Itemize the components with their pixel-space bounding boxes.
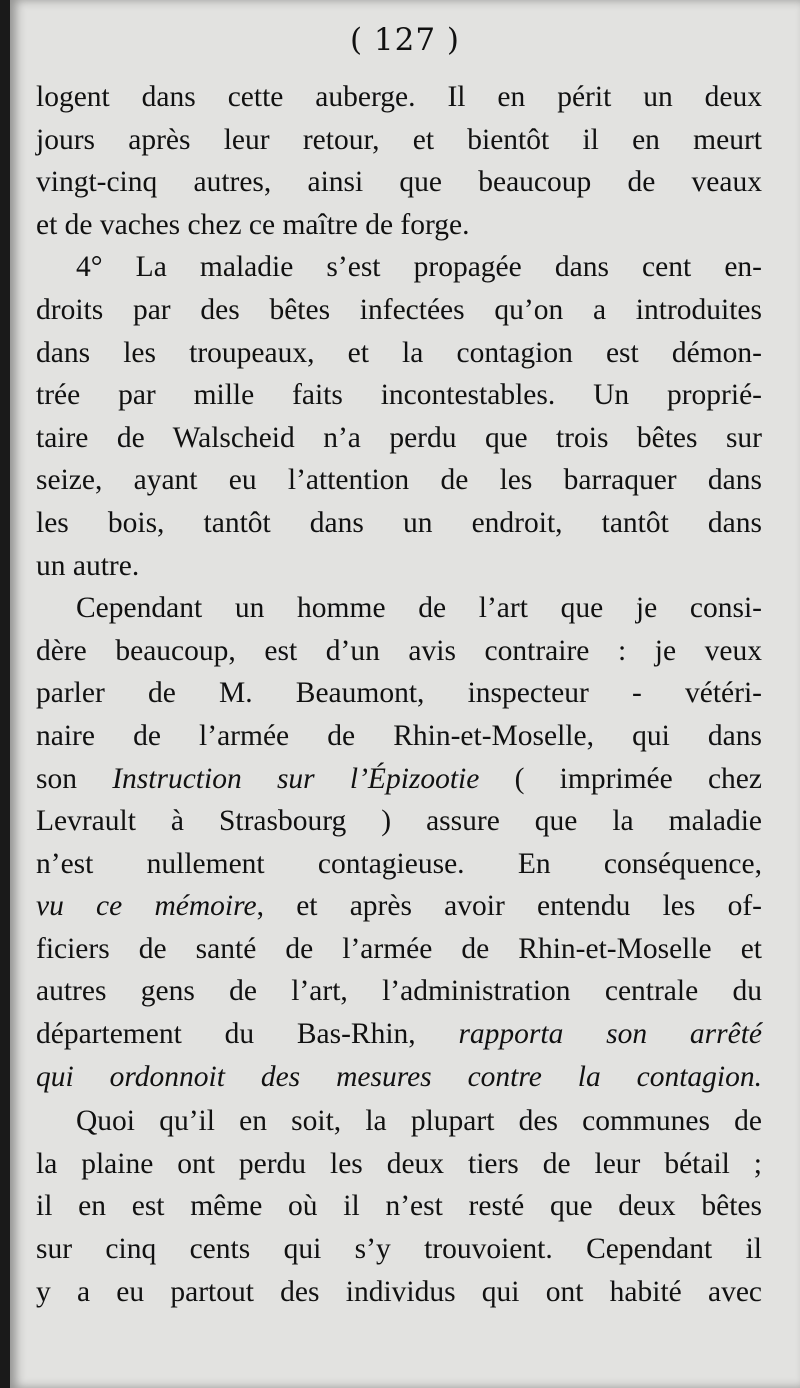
text-span: y a eu partout des individus qui ont habité avec (36, 1275, 762, 1308)
text-line (36, 800, 762, 843)
text-line (36, 545, 762, 588)
text-span: dans les troupeaux, et la contagion est démon- (36, 336, 762, 369)
text-line (36, 119, 762, 162)
text-span: sur cinq cents qui s’y trouvoient. Cependant il (36, 1233, 762, 1266)
text-span: Levrault à Strasbourg ) assure que la maladie (36, 805, 762, 838)
text-line (36, 1013, 762, 1056)
text-span: vingt-cinq autres, ainsi que beaucoup de veaux (36, 166, 762, 199)
text-line (36, 587, 762, 630)
italic-text: rapporta son arrêté (458, 1018, 762, 1051)
text-span: département du Bas-Rhin, (36, 1018, 459, 1051)
italic-text: Instruction sur l’Épizootie (112, 762, 480, 795)
text-line (36, 843, 762, 886)
text-span: ficiers de santé de l’armée de Rhin-et-Moselle et (36, 932, 762, 965)
text-line (36, 715, 762, 758)
text-line (36, 885, 762, 928)
text-line (36, 1100, 762, 1143)
text-span: ( imprimée chez (479, 762, 762, 795)
text-span: naire de l’armée de Rhin-et-Moselle, qui dans (36, 719, 762, 752)
text-span: il en est même où il n’est resté que deux bêtes (36, 1190, 762, 1223)
text-line (36, 246, 762, 289)
text-span: Cependant un homme de l’art que je consi- (76, 592, 762, 625)
text-span: n’est nullement contagieuse. En conséquence, (36, 847, 762, 880)
text-line (36, 76, 762, 119)
text-span: un autre. (36, 549, 140, 582)
text-span: parler de M. Beaumont, inspecteur - vétéri- (36, 677, 762, 710)
text-span: 4° La maladie s’est propagée dans cent en- (76, 251, 762, 284)
paragraph (36, 587, 762, 1098)
text-line (36, 417, 762, 460)
text-span: les bois, tantôt dans un endroit, tantôt dans (36, 506, 762, 539)
text-span: et de vaches chez ce maître de forge. (36, 208, 470, 241)
text-span: jours après leur retour, et bientôt il en meurt (36, 123, 762, 156)
text-line (36, 1185, 762, 1228)
text-line (36, 459, 762, 502)
text-line (36, 1143, 762, 1186)
body-text (36, 76, 762, 1313)
book-page (10, 0, 800, 1388)
paragraph (36, 246, 762, 587)
text-span: son (36, 762, 113, 795)
text-span: trée par mille faits incontestables. Un proprié- (36, 379, 762, 412)
paragraph (36, 1100, 762, 1313)
text-line (36, 672, 762, 715)
text-span: taire de Walscheid n’a perdu que trois bêtes sur (36, 421, 762, 454)
text-line (36, 928, 762, 971)
text-span: autres gens de l’art, l’administration centrale du (36, 975, 762, 1008)
text-line (36, 161, 762, 204)
text-span: droits par des bêtes infectées qu’on a introduites (36, 293, 762, 326)
text-span: logent dans cette auberge. Il en périt un deux (36, 81, 762, 113)
text-span: seize, ayant eu l’attention de les barraquer dans (36, 464, 762, 497)
paragraph (36, 76, 762, 246)
text-line (36, 970, 762, 1013)
text-line (36, 502, 762, 545)
text-span: dère beaucoup, est d’un avis contraire : je veux (36, 634, 762, 667)
text-span: , et après avoir entendu les of- (256, 890, 762, 923)
text-line (36, 758, 762, 801)
text-line (36, 1228, 762, 1271)
text-line (36, 630, 762, 673)
text-line (36, 374, 762, 417)
italic-text: qui ordonnoit des mesures contre la contagion. (36, 1060, 762, 1093)
italic-text: vu ce mémoire (36, 890, 257, 923)
text-span: la plaine ont perdu les deux tiers de leur bétail ; (36, 1147, 762, 1180)
text-span: Quoi qu’il en soit, la plupart des communes de (76, 1105, 762, 1138)
text-line (36, 204, 762, 247)
page-number: ( 127 ) (349, 22, 461, 58)
text-line (36, 1056, 762, 1099)
text-line (36, 332, 762, 375)
text-line (36, 289, 762, 332)
text-line (36, 1271, 762, 1314)
